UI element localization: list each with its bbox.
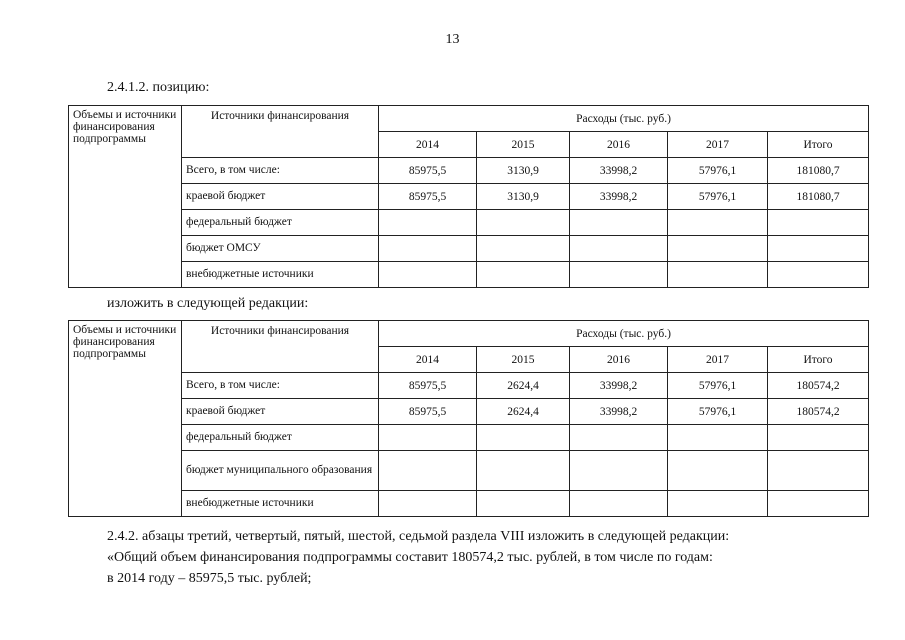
- sources-header: Источники финансирования: [182, 321, 379, 373]
- value-cell: 3130,9: [477, 158, 570, 184]
- value-cell: 2624,4: [477, 399, 570, 425]
- source-label: Всего, в том числе:: [182, 158, 379, 184]
- middle-paragraph: изложить в следующей редакции:: [107, 296, 309, 311]
- intro-paragraph: 2.4.1.2. позицию:: [107, 80, 210, 95]
- total-cell: [768, 210, 869, 236]
- table-row: [69, 425, 869, 451]
- value-cell: 33998,2: [570, 158, 668, 184]
- value-cell: 57976,1: [668, 184, 768, 210]
- value-cell: 57976,1: [668, 399, 768, 425]
- value-cell: [477, 236, 570, 262]
- sources-header: Источники финансирования: [182, 106, 379, 158]
- year-header: 2016: [570, 132, 668, 158]
- value-cell: [379, 451, 477, 491]
- financing-table-old: [68, 105, 869, 288]
- table-label-cell: Объемы и источники финансирования подпрограммы: [69, 106, 182, 288]
- year-header: 2015: [477, 347, 570, 373]
- value-cell: [668, 262, 768, 288]
- table-row: [69, 399, 869, 425]
- value-cell: 33998,2: [570, 373, 668, 399]
- source-label: бюджет ОМСУ: [182, 236, 379, 262]
- value-cell: [668, 451, 768, 491]
- table-label-cell: Объемы и источники финансирования подпрограммы: [69, 321, 182, 517]
- value-cell: [570, 262, 668, 288]
- value-cell: 57976,1: [668, 158, 768, 184]
- source-label: федеральный бюджет: [182, 210, 379, 236]
- value-cell: [477, 491, 570, 517]
- value-cell: [668, 236, 768, 262]
- value-cell: [379, 236, 477, 262]
- source-label: Всего, в том числе:: [182, 373, 379, 399]
- closing-paragraph: в 2014 году – 85975,5 тыс. рублей;: [107, 571, 312, 586]
- financing-table-new: [68, 320, 869, 517]
- value-cell: [477, 425, 570, 451]
- source-label: внебюджетные источники: [182, 262, 379, 288]
- total-header: Итого: [768, 132, 869, 158]
- table-row: [69, 491, 869, 517]
- value-cell: [379, 210, 477, 236]
- value-cell: [477, 451, 570, 491]
- year-header: 2016: [570, 347, 668, 373]
- value-cell: [570, 491, 668, 517]
- total-cell: [768, 425, 869, 451]
- value-cell: 85975,5: [379, 373, 477, 399]
- value-cell: [668, 425, 768, 451]
- value-cell: 33998,2: [570, 184, 668, 210]
- total-cell: 180574,2: [768, 399, 869, 425]
- year-header: 2017: [668, 132, 768, 158]
- table-row: [69, 451, 869, 491]
- value-cell: [668, 210, 768, 236]
- table-row: [69, 184, 869, 210]
- year-header: 2017: [668, 347, 768, 373]
- value-cell: 85975,5: [379, 184, 477, 210]
- value-cell: [379, 491, 477, 517]
- source-label: федеральный бюджет: [182, 425, 379, 451]
- total-cell: [768, 236, 869, 262]
- total-cell: [768, 262, 869, 288]
- source-label: внебюджетные источники: [182, 491, 379, 517]
- year-header: 2014: [379, 132, 477, 158]
- table-row: [69, 236, 869, 262]
- value-cell: 85975,5: [379, 399, 477, 425]
- value-cell: [379, 262, 477, 288]
- expenses-header: Расходы (тыс. руб.): [379, 106, 869, 132]
- expenses-header: Расходы (тыс. руб.): [379, 321, 869, 347]
- value-cell: 85975,5: [379, 158, 477, 184]
- value-cell: [570, 425, 668, 451]
- total-cell: [768, 451, 869, 491]
- year-header: 2015: [477, 132, 570, 158]
- value-cell: 3130,9: [477, 184, 570, 210]
- total-cell: [768, 491, 869, 517]
- value-cell: 2624,4: [477, 373, 570, 399]
- table-row: [69, 210, 869, 236]
- value-cell: 57976,1: [668, 373, 768, 399]
- table-header-row: [69, 321, 869, 347]
- table-header-row: [69, 106, 869, 132]
- value-cell: 33998,2: [570, 399, 668, 425]
- table-row: [69, 373, 869, 399]
- closing-paragraph: 2.4.2. абзацы третий, четвертый, пятый, шестой, седьмой раздела VIII изложить в следующей редакции:: [107, 529, 730, 544]
- value-cell: [570, 451, 668, 491]
- total-cell: 181080,7: [768, 184, 869, 210]
- table-row: [69, 158, 869, 184]
- total-cell: 180574,2: [768, 373, 869, 399]
- source-label: краевой бюджет: [182, 399, 379, 425]
- total-header: Итого: [768, 347, 869, 373]
- value-cell: [477, 210, 570, 236]
- page-number: 13: [445, 32, 460, 47]
- year-header: 2014: [379, 347, 477, 373]
- value-cell: [477, 262, 570, 288]
- closing-paragraph: «Общий объем финансирования подпрограммы составит 180574,2 тыс. рублей, в том числе по годам:: [107, 550, 713, 565]
- source-label: бюджет муниципального образования: [182, 451, 379, 491]
- table-row: [69, 262, 869, 288]
- value-cell: [570, 236, 668, 262]
- source-label: краевой бюджет: [182, 184, 379, 210]
- value-cell: [570, 210, 668, 236]
- value-cell: [379, 425, 477, 451]
- value-cell: [668, 491, 768, 517]
- total-cell: 181080,7: [768, 158, 869, 184]
